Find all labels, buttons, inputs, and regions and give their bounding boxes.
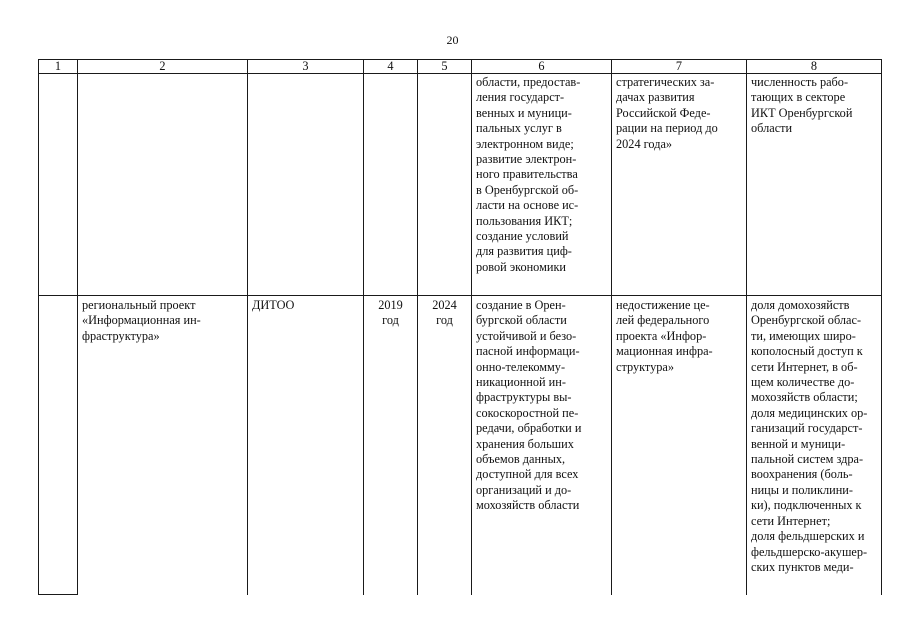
end-year-cell: 2024 год xyxy=(418,296,472,595)
page-number: 20 xyxy=(446,33,459,47)
risks-cell: стратегических за- дачах развития Российской Феде- рации на период до 2024 года» xyxy=(612,74,747,296)
table-cell xyxy=(364,74,418,296)
indicators-cell: доля домохозяйств Оренбургской облас- ти, имеющих широ- кополосный доступ к сети Интернет, в об- щем количестве до- мохозяйств области; доля медицинских ор- ганизаций государст- венной и муници- пальной систем здра- воохранения (боль- ницы и поликлини- ки), подключенных к сети Интернет; доля фельдшерских и фельдшерско-акушер- ских пунктов меди- xyxy=(747,296,882,595)
table-row xyxy=(39,296,882,595)
data-table xyxy=(38,59,882,595)
table-cell xyxy=(418,74,472,296)
project-name-cell: региональный проект «Информационная ин- фраструктура» xyxy=(78,296,248,595)
column-header-5: 5 xyxy=(418,60,472,74)
column-header-1: 1 xyxy=(39,60,78,74)
indicators-cell: численность рабо- тающих в секторе ИКТ Оренбургской области xyxy=(747,74,882,296)
header-row xyxy=(39,60,882,74)
column-header-6: 6 xyxy=(472,60,612,74)
table-cell xyxy=(248,74,364,296)
column-header-2: 2 xyxy=(78,60,248,74)
start-year-cell: 2019 год xyxy=(364,296,418,595)
risks-cell: недостижение це- лей федерального проекта «Инфор- мационная инфра- структура» xyxy=(612,296,747,595)
column-header-4: 4 xyxy=(364,60,418,74)
table-cell xyxy=(39,74,78,296)
executor-cell: ДИТОО xyxy=(248,296,364,595)
column-header-3: 3 xyxy=(248,60,364,74)
column-header-7: 7 xyxy=(612,60,747,74)
goals-cell: создание в Орен- бургской области устойчивой и безо- пасной информаци- онно-телекомму- никационной ин- фраструктуры вы- сокоскоростной пе- редачи, обработки и хранения больших объемов данных, доступной для всех организаций и до- мохозяйств области xyxy=(472,296,612,595)
table-cell xyxy=(78,74,248,296)
table-row xyxy=(39,74,882,296)
column-header-8: 8 xyxy=(747,60,882,74)
goals-cell: области, предостав- ления государст- венных и муници- пальных услуг в электронном виде; развитие электрон- ного правительства в Оренбургской об- ласти на основе ис- пользования ИКТ; создание условий для развития циф- ровой экономики xyxy=(472,74,612,296)
table-cell xyxy=(39,296,78,595)
